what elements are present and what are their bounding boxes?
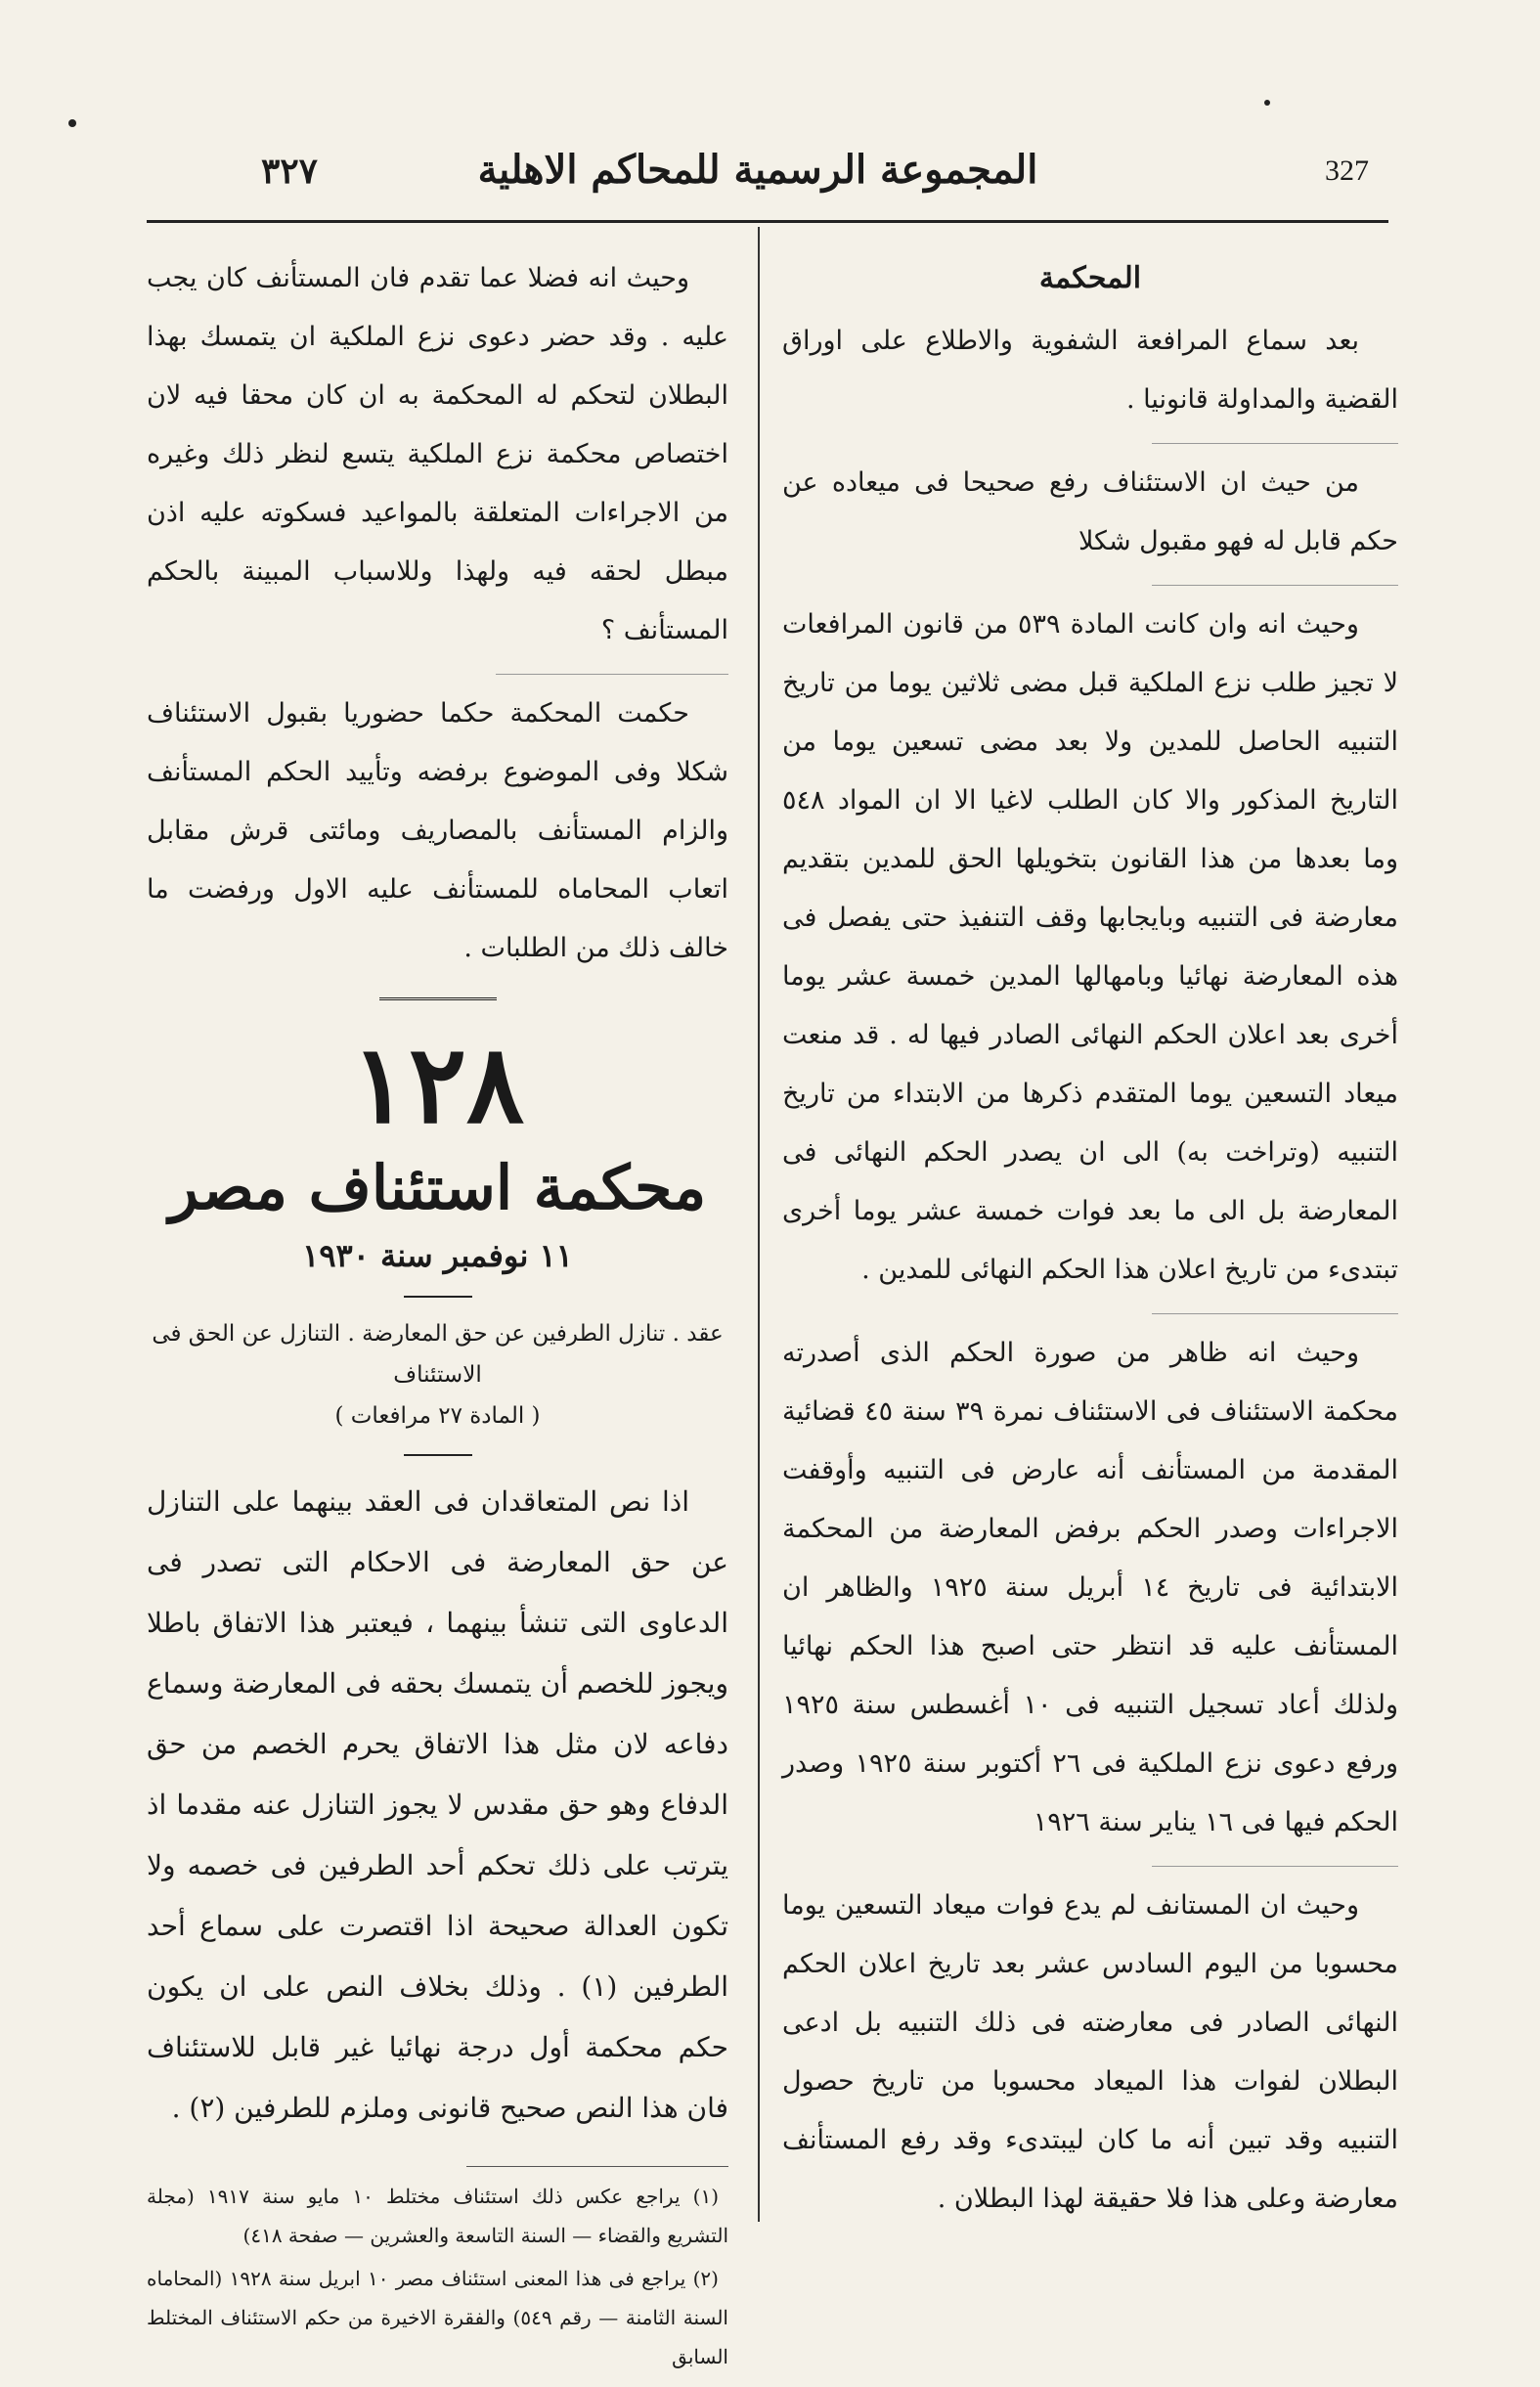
case-number: ١٢٨ xyxy=(350,1021,525,1147)
footnote-rule xyxy=(466,2166,728,2167)
double-rule xyxy=(379,997,497,1004)
page-number-latin: 327 xyxy=(1325,155,1369,187)
column-divider xyxy=(758,227,760,2222)
legal-principle: اذا نص المتعاقدان فى العقد بينهما على التنازل عن حق المعارضة فى الاحكام التى تصدر فى الدعاوى التى تنشأ بينهما ، فيعتبر هذا الاتفاق باطلا ويجوز للخصم أن يتمسك بحقه فى المعارضة وسماع دفاعه لان مثل هذا الاتفاق يحرم الخصم من حق الدفاع وهو حق مقدس لا يجوز التنازل عنه مقدما اذ يترتب على ذلك تحكم أحد الطرفين فى خصمه ولا تكون العدالة صحيحة اذا اقتصرت على سماع أحد الطرفين (١) . وذلك بخلاف النص على ان يكون حكم محكمة أول درجة نهائيا غير قابل للاستئناف فان هذا النص صحيح قانونى وملزم للطرفين (٢) . xyxy=(147,1485,728,2124)
paragraph: وحيث انه فضلا عما تقدم فان المستأنف كان يجب عليه . وقد حضر دعوى نزع الملكية ان يتمسك بهذا البطلان لتحكم له المحكمة به ان كان محقا فيه لان اختصاص محكمة نزع الملكية يتسع لنظر ذلك وغيره من الاجراءات المتعلقة بالمواعيد فسكوته عليه اذن مبطل لحقه فيه ولهذا وللاسباب المبينة بالحكم المستأنف ؟ xyxy=(147,263,728,645)
case-keywords: عقد . تنازل الطرفين عن حق المعارضة . التنازل عن الحق فى الاستئناف xyxy=(152,1321,724,1388)
paragraph: وحيث انه وان كانت المادة ٥٣٩ من قانون المرافعات لا تجيز طلب نزع الملكية قبل مضى ثلاثين يوما من تاريخ التنبيه الحاصل للمدين ولا بعد مضى تسعين يوما من التاريخ المذكور والا كان الطلب لاغيا الا ان المواد ٥٤٨ وما بعدها من هذا القانون بتخويلها الحق للمدين بتقديم معارضة فى التنبيه وبايجابها وقف التنفيذ حتى يفصل فى هذه المعارضة نهائيا وبامهالها المدين خمسة عشر يوما أخرى بعد اعلان الحكم النهائى الصادر فيها له . قد منعت ميعاد التسعين يوما المتقدم ذكرها من الابتداء من تاريخ التنبيه (وتراخت به) الى ان يصدر الحكم النهائى فى المعارضة بل الى ما بعد فوات خمسة عشر يوما أخرى تبتدىء من تاريخ اعلان هذا الحكم النهائى للمدين . xyxy=(782,609,1398,1285)
paragraph-separator xyxy=(1152,585,1398,586)
page-header xyxy=(147,147,1369,205)
paragraph-separator xyxy=(1152,443,1398,444)
header-rule xyxy=(147,220,1388,223)
paragraph: وحيث ان المستانف لم يدع فوات ميعاد التسعين يوما محسوبا من اليوم السادس عشر بعد تاريخ اعلان الحكم النهائى الصادر فى معارضته فى ذلك التنبيه بل ادعى البطلان لفوات هذا الميعاد محسوبا من تاريخ حصول التنبيه وقد تبين أنه ما كان ليبتدىء وقد رفع المستأنف معارضة وعلى هذا فلا حقيقة لهذا البطلان . xyxy=(782,1890,1398,2214)
article-reference: ( المادة ٢٧ مرافعات ) xyxy=(334,1403,541,1429)
paragraph: بعد سماع المرافعة الشفوية والاطلاع على اوراق القضية والمداولة قانونيا . xyxy=(782,326,1398,415)
paragraph-separator xyxy=(1152,1866,1398,1867)
paragraph-separator xyxy=(496,674,728,675)
case-heading xyxy=(147,997,728,1456)
paragraph-separator xyxy=(1152,1313,1398,1314)
paragraph: من حيث ان الاستئناف رفع صحيحا فى ميعاده عن حكم قابل له فهو مقبول شكلا xyxy=(782,467,1398,556)
footnote: (١) يراجع عكس ذلك استئناف مختلط ١٠ مايو سنة ١٩١٧ (مجلة التشريع والقضاء — السنة التاسعة والعشرين — صفحة ٤١٨) xyxy=(147,2185,728,2247)
paragraph: وحيث انه ظاهر من صورة الحكم الذى أصدرته محكمة الاستئناف فى الاستئناف نمرة ٣٩ سنة ٤٥ قضائية المقدمة من المستأنف أنه عارض فى التنبيه وأوقفت الاجراءات وصدر الحكم برفض المعارضة من المحكمة الابتدائية فى تاريخ ١٤ أبريل سنة ١٩٢٥ والظاهر ان المستأنف عليه قد انتظر حتى اصبح هذا الحكم نهائيا ولذلك أعاد تسجيل التنبيه فى ١٠ أغسطس سنة ١٩٢٥ ورفع دعوى نزع الملكية فى ٢٦ أكتوبر سنة ١٩٢٥ وصدر الحكم فيها فى ١٦ يناير سنة ١٩٢٦ xyxy=(782,1338,1398,1837)
short-rule xyxy=(404,1454,472,1456)
ink-speck xyxy=(68,119,76,127)
paragraph: حكمت المحكمة حكما حضوريا بقبول الاستئناف شكلا وفى الموضوع برفضه وتأييد الحكم المستأنف والزام المستأنف بالمصاريف ومائتى قرش مقابل اتعاب المحاماه للمستأنف عليه الاول ورفضت ما خالف ذلك من الطلبات . xyxy=(147,698,728,963)
running-title: المجموعة الرسمية للمحاكم الاهلية xyxy=(477,147,1038,193)
ink-speck xyxy=(1264,100,1270,106)
right-column xyxy=(782,249,1398,2242)
short-rule xyxy=(404,1296,472,1298)
court-name: محكمة استئناف مصر xyxy=(168,1152,707,1223)
page-number-arabic: ٣٢٧ xyxy=(260,151,318,192)
case-date: ١١ نوفمبر سنة ١٩٣٠ xyxy=(302,1237,573,1274)
left-column xyxy=(147,249,728,2380)
section-title: المحكمة xyxy=(1038,261,1142,295)
footnote: (٢) يراجع فى هذا المعنى استئناف مصر ١٠ ابريل سنة ١٩٢٨ (المحاماه السنة الثامنة — رقم ٥٤٩) والفقرة الاخيرة من حكم الاستئناف المختلط السابق xyxy=(147,2267,728,2368)
